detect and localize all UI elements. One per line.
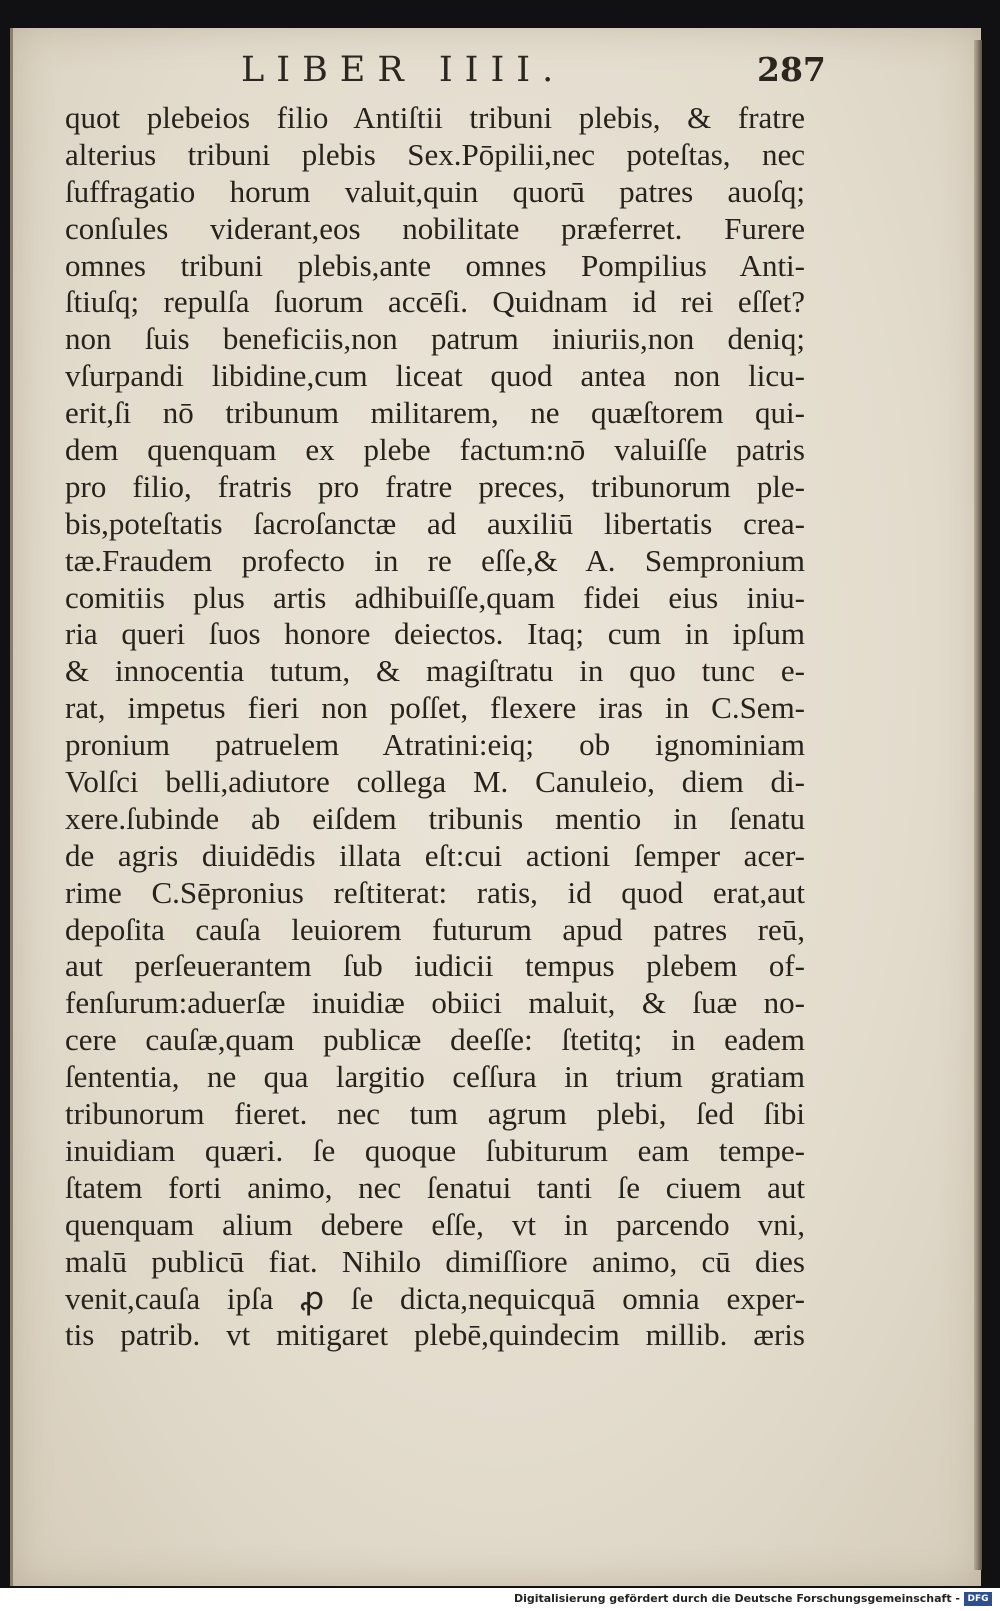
- text-line: malū publicū fiat. Nihilo dimiſſiore animo, cū dies: [65, 1243, 805, 1279]
- body-text: [65, 100, 805, 1354]
- text-line: aut perſeuerantem ſub iudicii tempus plebem of-: [65, 948, 805, 984]
- text-line: quenquam alium debere eſſe, vt in parcendo vni,: [65, 1206, 805, 1242]
- text-line: non ſuis beneficiis,non patrum iniuriis,non deniq;: [65, 321, 805, 357]
- text-line: xere.ſubinde ab eiſdem tribunis mentio in ſenatu: [65, 800, 805, 836]
- running-title: LIBER IIII.: [241, 50, 566, 90]
- text-line: ria queri ſuos honore deiectos. Itaq; cum in ipſum: [65, 616, 805, 652]
- text-line: alterius tribuni plebis Sex.Pōpilii,nec poteſtas, nec: [65, 136, 805, 172]
- text-line: ſtiuſq; repulſa ſuorum accēſi. Quidnam id rei eſſet?: [65, 284, 805, 320]
- text-line: de agris diuidēdis illata eſt:cui actioni ſemper acer-: [65, 837, 805, 873]
- text-line: conſules viderant,eos nobilitate præferret. Furere: [65, 210, 805, 246]
- text-line: fenſurum:aduerſæ inuidiæ obiici maluit, & ſuæ no-: [65, 985, 805, 1021]
- text-line: rime C.Sēpronius reſtiterat: ratis, id quod erat,aut: [65, 874, 805, 910]
- page-header: [13, 50, 981, 94]
- dfg-logo: DFG: [964, 1592, 992, 1606]
- text-line: tis patrib. vt mitigaret plebē,quindecim millib. æris: [65, 1317, 805, 1353]
- text-line: comitiis plus artis adhibuiſſe,quam fidei eius iniu-: [65, 579, 805, 615]
- text-line: cere cauſæ,quam publicæ deeſſe: ſtetitq; in eadem: [65, 1022, 805, 1058]
- text-line: dem quenquam ex plebe factum:nō valuiſſe patris: [65, 432, 805, 468]
- page-number: 287: [757, 50, 826, 89]
- text-line: tribunorum fieret. nec tum agrum plebi, ſed ſibi: [65, 1096, 805, 1132]
- text-line: & innocentia tutum, & magiſtratu in quo tunc e-: [65, 653, 805, 689]
- footer-bar: [0, 1588, 1000, 1611]
- text-line: quot plebeios filio Antiſtii tribuni plebis, & fratre: [65, 100, 805, 135]
- text-line: tæ.Fraudem profecto in re eſſe,& A. Sempronium: [65, 542, 805, 578]
- text-line: rat, impetus fieri non poſſet, flexere iras in C.Sem-: [65, 690, 805, 726]
- book-page: [10, 28, 981, 1586]
- text-line: pro filio, fratris pro fratre preces, tribunorum ple-: [65, 468, 805, 504]
- text-line: Volſci belli,adiutore collega M. Canuleio, diem di-: [65, 764, 805, 800]
- text-line: bis,poteſtatis ſacroſanctæ ad auxiliū libertatis crea-: [65, 505, 805, 541]
- text-line: ſtatem forti animo, nec ſenatui tanti ſe ciuem aut: [65, 1169, 805, 1205]
- text-line: pronium patruelem Atratini:eiq; ob ignominiam: [65, 727, 805, 763]
- text-line: ſuffragatio horum valuit,quin quorū patres auoſq;: [65, 173, 805, 209]
- text-line: depoſita cauſa leuiorem futurum apud patres reū,: [65, 911, 805, 947]
- text-line: venit,cauſa ipſa ꝓ ſe dicta,nequicquā omnia exper-: [65, 1280, 805, 1316]
- text-line: ſententia, ne qua largitio ceſſura in trium gratiam: [65, 1059, 805, 1095]
- text-line: erit,ſi nō tribunum militarem, ne quæſtorem qui-: [65, 395, 805, 431]
- text-line: omnes tribuni plebis,ante omnes Pompilius Anti-: [65, 247, 805, 283]
- text-line: vſurpandi libidine,cum liceat quod antea non licu-: [65, 358, 805, 394]
- page-edge: [974, 40, 982, 1570]
- footer-credit: Digitalisierung gefördert durch die Deutsche Forschungsgemeinschaft -: [513, 1592, 960, 1605]
- text-line: inuidiam quæri. ſe quoque ſubiturum eam tempe-: [65, 1132, 805, 1168]
